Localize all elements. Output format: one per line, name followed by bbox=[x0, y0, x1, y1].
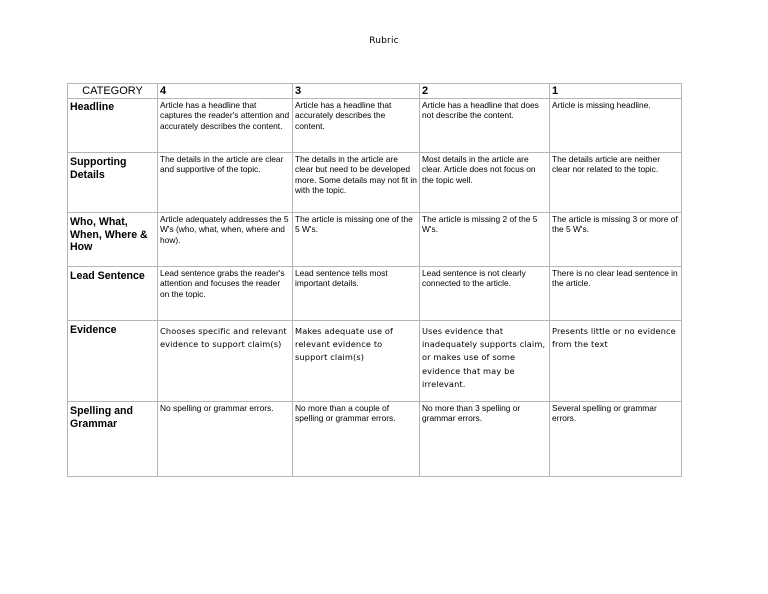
column-header-level-2: 2 bbox=[420, 84, 550, 99]
column-header-level-4: 4 bbox=[158, 84, 293, 99]
table-cell: Article has a headline that does not describe the content. bbox=[420, 99, 550, 153]
row-category-label: Evidence bbox=[68, 321, 158, 402]
row-category-label: Supporting Details bbox=[68, 153, 158, 213]
table-row-who-what-when bbox=[68, 213, 682, 267]
table-cell: The article is missing 3 or more of the 5 W's. bbox=[550, 213, 682, 267]
table-cell: Lead sentence tells most important details. bbox=[293, 267, 420, 321]
table-cell: Most details in the article are clear. Article does not focus on the topic well. bbox=[420, 153, 550, 213]
table-cell: Article adequately addresses the 5 W's (who, what, when, where and how). bbox=[158, 213, 293, 267]
table-cell: The article is missing 2 of the 5 W's. bbox=[420, 213, 550, 267]
table-cell: No spelling or grammar errors. bbox=[158, 402, 293, 477]
table-cell: Presents little or no evidence from the text bbox=[550, 321, 682, 402]
row-category-label: Spelling and Grammar bbox=[68, 402, 158, 477]
table-cell: Article has a headline that captures the reader's attention and accurately describes the content. bbox=[158, 99, 293, 153]
table-cell: Makes adequate use of relevant evidence to support claim(s) bbox=[293, 321, 420, 402]
row-category-label: Headline bbox=[68, 99, 158, 153]
table-cell: The details in the article are clear but need to be developed more. Some details may not fit in with the topic. bbox=[293, 153, 420, 213]
table-cell: The details article are neither clear nor related to the topic. bbox=[550, 153, 682, 213]
table-cell: The article is missing one of the 5 W's. bbox=[293, 213, 420, 267]
table-cell: Lead sentence is not clearly connected to the article. bbox=[420, 267, 550, 321]
table-row-supporting-details bbox=[68, 153, 682, 213]
table-row-evidence bbox=[68, 321, 682, 402]
table-cell: Uses evidence that inadequately supports claim, or makes use of some evidence that may be irrelevant. bbox=[420, 321, 550, 402]
table-cell: Article has a headline that accurately describes the content. bbox=[293, 99, 420, 153]
document-title: Rubric bbox=[369, 36, 399, 46]
table-cell: Lead sentence grabs the reader's attention and focuses the reader on the topic. bbox=[158, 267, 293, 321]
table-row-spelling-grammar bbox=[68, 402, 682, 477]
row-category-label: Lead Sentence bbox=[68, 267, 158, 321]
table-cell: There is no clear lead sentence in the article. bbox=[550, 267, 682, 321]
column-header-level-1: 1 bbox=[550, 84, 682, 99]
row-category-label: Who, What, When, Where & How bbox=[68, 213, 158, 267]
table-row-headline bbox=[68, 99, 682, 153]
table-cell: No more than 3 spelling or grammar errors. bbox=[420, 402, 550, 477]
table-cell: Article is missing headline. bbox=[550, 99, 682, 153]
table-row-lead-sentence bbox=[68, 267, 682, 321]
column-header-category: CATEGORY bbox=[68, 84, 158, 99]
table-cell: No more than a couple of spelling or grammar errors. bbox=[293, 402, 420, 477]
column-header-level-3: 3 bbox=[293, 84, 420, 99]
rubric-table bbox=[67, 83, 682, 477]
table-header-row bbox=[68, 84, 682, 99]
table-cell: Chooses specific and relevant evidence to support claim(s) bbox=[158, 321, 293, 402]
table-cell: Several spelling or grammar errors. bbox=[550, 402, 682, 477]
table-cell: The details in the article are clear and supportive of the topic. bbox=[158, 153, 293, 213]
